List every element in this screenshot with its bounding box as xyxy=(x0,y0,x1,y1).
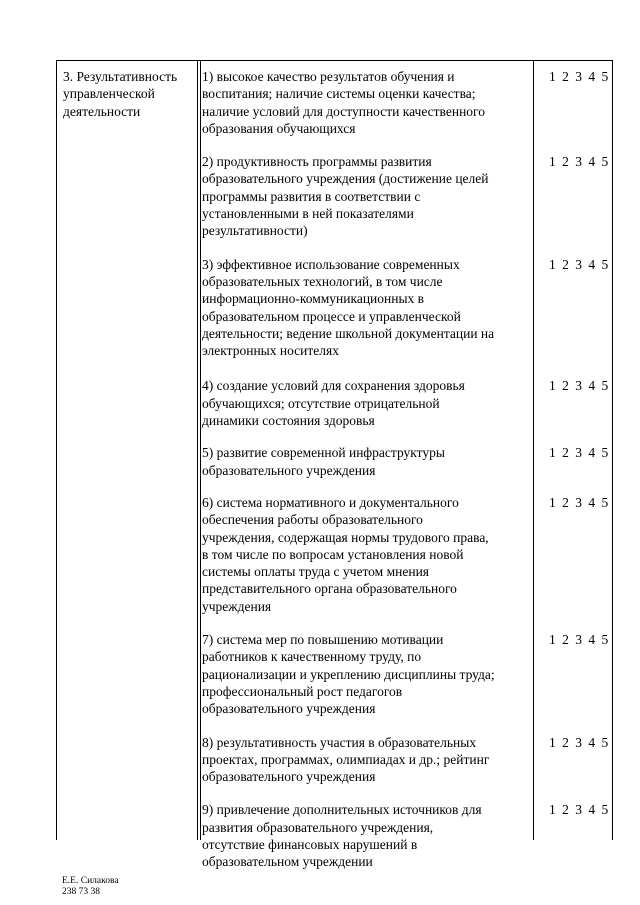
rating-scale: 1 2 3 4 5 xyxy=(549,632,610,648)
criterion-row xyxy=(202,734,612,786)
criterion-row xyxy=(202,256,612,360)
criterion-row xyxy=(202,377,612,429)
criterion-text: 5) развитие современной инфраструктуры образовательного учреждения xyxy=(202,445,445,478)
criterion-row xyxy=(202,153,612,239)
criterion-row xyxy=(202,494,612,615)
criterion-text: 9) привлечение дополнительных источников для развития образовательного учреждения, отсутствие финансовых нарушений в образовательном учреждении xyxy=(202,802,482,870)
rating-scale: 1 2 3 4 5 xyxy=(549,69,610,84)
author-phone: 238 73 38 xyxy=(62,887,100,897)
criterion-text: 2) продуктивность программы развития образовательного учреждения (достижение целей программы развития в соответствии с установленными в ней показателями результативности) xyxy=(202,154,489,239)
criterion-row xyxy=(202,444,612,479)
rating-scale: 1 2 3 4 5 xyxy=(549,445,610,461)
rating-scale: 1 2 3 4 5 xyxy=(549,734,610,750)
evaluation-table xyxy=(56,60,613,870)
criteria-list xyxy=(202,68,610,871)
rating-scale: 1 2 3 4 5 xyxy=(549,802,610,818)
criterion-row xyxy=(202,68,612,137)
criterion-text: 3) эффективное использование современных образовательных технологий, в том числе информационно-коммуникационных в образовательном процессе и управленческой деятельности; ведение школьной документации на электронных носителях xyxy=(202,256,495,359)
author-name: Е.Е. Силакова xyxy=(62,876,119,886)
rating-scale: 1 2 3 4 5 xyxy=(549,378,610,394)
rating-scale: 1 2 3 4 5 xyxy=(549,154,610,170)
page-footer xyxy=(62,876,119,898)
criterion-text: 4) создание условий для сохранения здоровья обучающихся; отсутствие отрицательной динамики состояния здоровья xyxy=(202,378,465,429)
criterion-row xyxy=(202,631,612,717)
criterion-row xyxy=(202,801,612,870)
criterion-text: 7) система мер по повышению мотивации работников к качественному труду, по рационализации и укреплению дисциплины труда; профессиональный рост педагогов образовательного учреждения xyxy=(202,632,495,717)
criterion-text: 8) результативность участия в образовательных проектах, программах, олимпиадах и др.; рейтинг образовательного учреждения xyxy=(202,734,490,785)
column-divider xyxy=(200,61,201,840)
rating-scale: 1 2 3 4 5 xyxy=(549,256,610,272)
rating-scale: 1 2 3 4 5 xyxy=(549,494,610,510)
criterion-text: 6) система нормативного и документального обеспечения работы образовательного учреждения, содержащая нормы трудового права, в том числе по вопросам установления новой системы оплаты труда с учетом мнения представительного органа образовательного учреждения xyxy=(202,494,489,614)
criterion-text: 1) высокое качество результатов обучения и воспитания; наличие системы оценки качества; наличие условий для доступности качественного образования обучающихся xyxy=(202,69,485,136)
column-divider xyxy=(197,61,198,840)
category-label: 3. Результативность управленческой деятельности xyxy=(63,69,178,119)
